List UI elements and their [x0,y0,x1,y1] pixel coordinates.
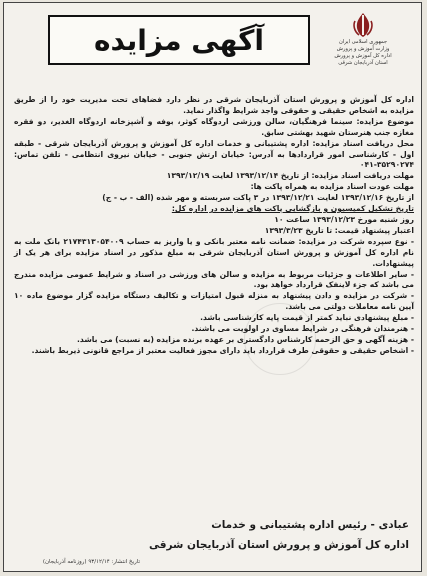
signature-line-2: اداره کل آموزش و پرورش استان آذربایجان شرقی [149,539,409,551]
license-condition: - اشخاص حقیقی و حقوقی طرف قرارداد باید دارای مجوز فعالیت معتبر از مراجع قانونی ذیربط باشند. [31,345,414,355]
deposit-condition: - نوع سپرده شرکت در مزایده: ضمانت نامه معتبر بانکی و یا واریز به حساب ۲۱۷۴۳۱۳۰۵۴۰۰۹ بانک ملت به نام اداره کل آموزش و پرورش استان آذربایجان شرقی به مبلغ مذکور در اسناد مزایده برای هر یک از پیشنهادات. [14,236,414,268]
emblem-line-2: وزارت آموزش و پرورش [336,46,390,52]
opening-session-date: روز شنبه مورخ ۱۳۹۳/۱۲/۲۳ ساعت ۱۰ [274,214,414,224]
notice-sheet [3,2,422,572]
publication-stamp: تاریخ انتشار: ۹۳/۱۲/۱۴ (روزنامه آذربایجان) [42,559,140,565]
footer [4,515,421,571]
header [4,3,421,83]
return-deadline: از تاریخ ۱۳۹۳/۱۲/۱۶ لغایت ۱۳۹۳/۱۲/۲۱ در ۳ پاکت سربسته و مهر شده (الف - ب - ج) [102,193,414,203]
fees-condition: - هزینه آگهی و حق الزحمه کارشناس دادگستری بر عهده برنده مزایده (به نسبت) می باشد. [77,334,414,344]
emblem [313,11,413,75]
subject-paragraph: موضوع مزایده: سینما فرهنگیان، سالن ورزشی اردوگاه کوثر، بوفه و آشپزخانه اردوگاه الغدیر، دو فقره مغازه جنب هنرستان شهید بهشتی سابق. [14,116,414,137]
notice-body [14,95,414,357]
opening-session-label: تاریخ تشکیل کمیسیون و بازگشایی پاکت های مزایده در اداره کل: [171,204,414,214]
bid-validity: اعتبار پیشنهاد قیمت: تا تاریخ ۱۳۹۳/۳/۲۳ [264,225,414,235]
iran-emblem-icon [350,11,376,39]
document-location-paragraph: محل دریافت اسناد مزایده: اداره پشتیبانی و خدمات اداره کل آموزش و پرورش آذربایجان شرقی - طبقه اول - کارشناسی امور قراردادها به آدرس: خیابان ارتش جنوبی - خیابان نیروی انتظامی - تلفن تماس: ۳۵۲۹۰۲۷۴-۰۴۱ [14,138,414,170]
emblem-line-4: استان آذربایجان شرقی [338,60,388,66]
signature-line-1: عبادی - رئیس اداره پشتیبانی و خدمات [211,519,409,531]
details-condition: - سایر اطلاعات و جزئیات مربوط به مزایده و سالن های ورزشی در اسناد و شرایط عمومی مزایده مندرج می باشد که جزء لاینفک قرارداد خواهد بود. [14,269,414,290]
priority-condition: - هنرمندان فرهنگی در شرایط مساوی در اولویت می باشند. [191,324,414,334]
acceptance-condition: - شرکت در مزایده و دادن پیشنهاد به منزله قبول امتیازات و تکالیف دستگاه مزایده گزار موضوع ماده ۱۰ آیین نامه معاملات دولتی می باشد. [14,291,414,312]
emblem-line-3: اداره کل آموزش و پرورش [334,53,392,59]
title-banner [48,15,310,65]
minimum-bid-condition: - مبلغ پیشنهادی نباید کمتر از قیمت پایه کارشناسی باشد. [200,313,414,323]
emblem-line-1: جمهوری اسلامی ایران [338,39,388,45]
return-deadline-label: مهلت عودت اسناد مزایده به همراه پاکت ها: [250,182,414,192]
page-title: آگهی مزایده [93,23,264,57]
intro-paragraph: اداره کل آموزش و پرورش استان آذربایجان شرقی در نظر دارد فضاهای تحت مدیریت خود را از طریق مزایده به اشخاص حقیقی و حقوقی واجد شرایط واگذار نماید. [14,95,414,115]
faint-seal [244,303,316,375]
receipt-deadline: مهلت دریافت اسناد مزایده: از تاریخ ۱۳۹۳/۱۲/۱۴ لغایت ۱۳۹۳/۱۲/۱۹ [166,171,414,181]
